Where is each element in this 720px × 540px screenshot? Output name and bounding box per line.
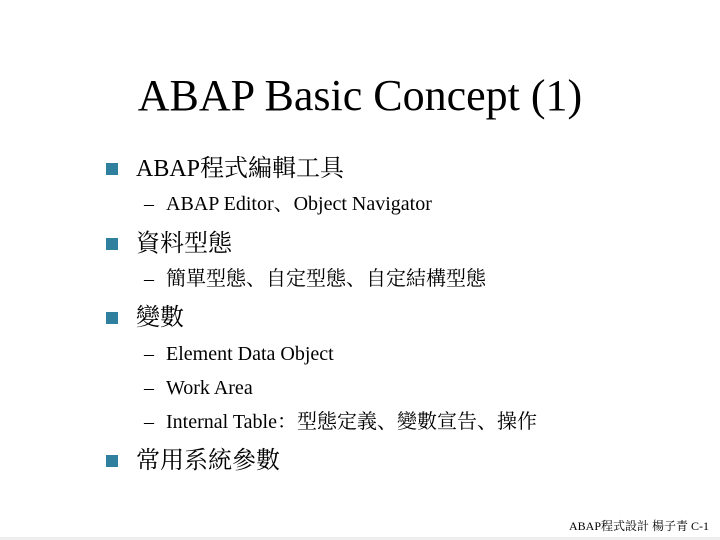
dash-marker: –	[144, 377, 154, 399]
list-item-text: 資料型態	[136, 231, 232, 257]
square-bullet-icon	[106, 312, 118, 324]
sub-list-item-text: Element Data Object	[166, 343, 334, 365]
sub-list-item-text: Internal Table：型態定義、變數宣告、操作	[166, 411, 537, 433]
sub-list-item-text: Work Area	[166, 377, 253, 399]
square-bullet-icon	[106, 238, 118, 250]
list-item-text: 變數	[136, 305, 184, 331]
square-bullet-icon	[106, 455, 118, 467]
dash-marker: –	[144, 411, 154, 433]
sub-list-item-text: ABAP Editor、Object Navigator	[166, 193, 432, 215]
square-bullet-icon	[106, 163, 118, 175]
slide-title: ABAP Basic Concept (1)	[137, 71, 583, 120]
list-item-text: ABAP程式編輯工具	[136, 156, 345, 182]
list-item-text: 常用系統參數	[136, 448, 280, 474]
dash-marker: –	[144, 193, 154, 215]
dash-marker: –	[144, 343, 154, 365]
dash-marker: –	[144, 268, 154, 290]
slide-footer: ABAP程式設計 楊子青 C-1	[568, 519, 709, 533]
sub-list-item-text: 簡單型態、自定型態、自定結構型態	[166, 268, 486, 290]
